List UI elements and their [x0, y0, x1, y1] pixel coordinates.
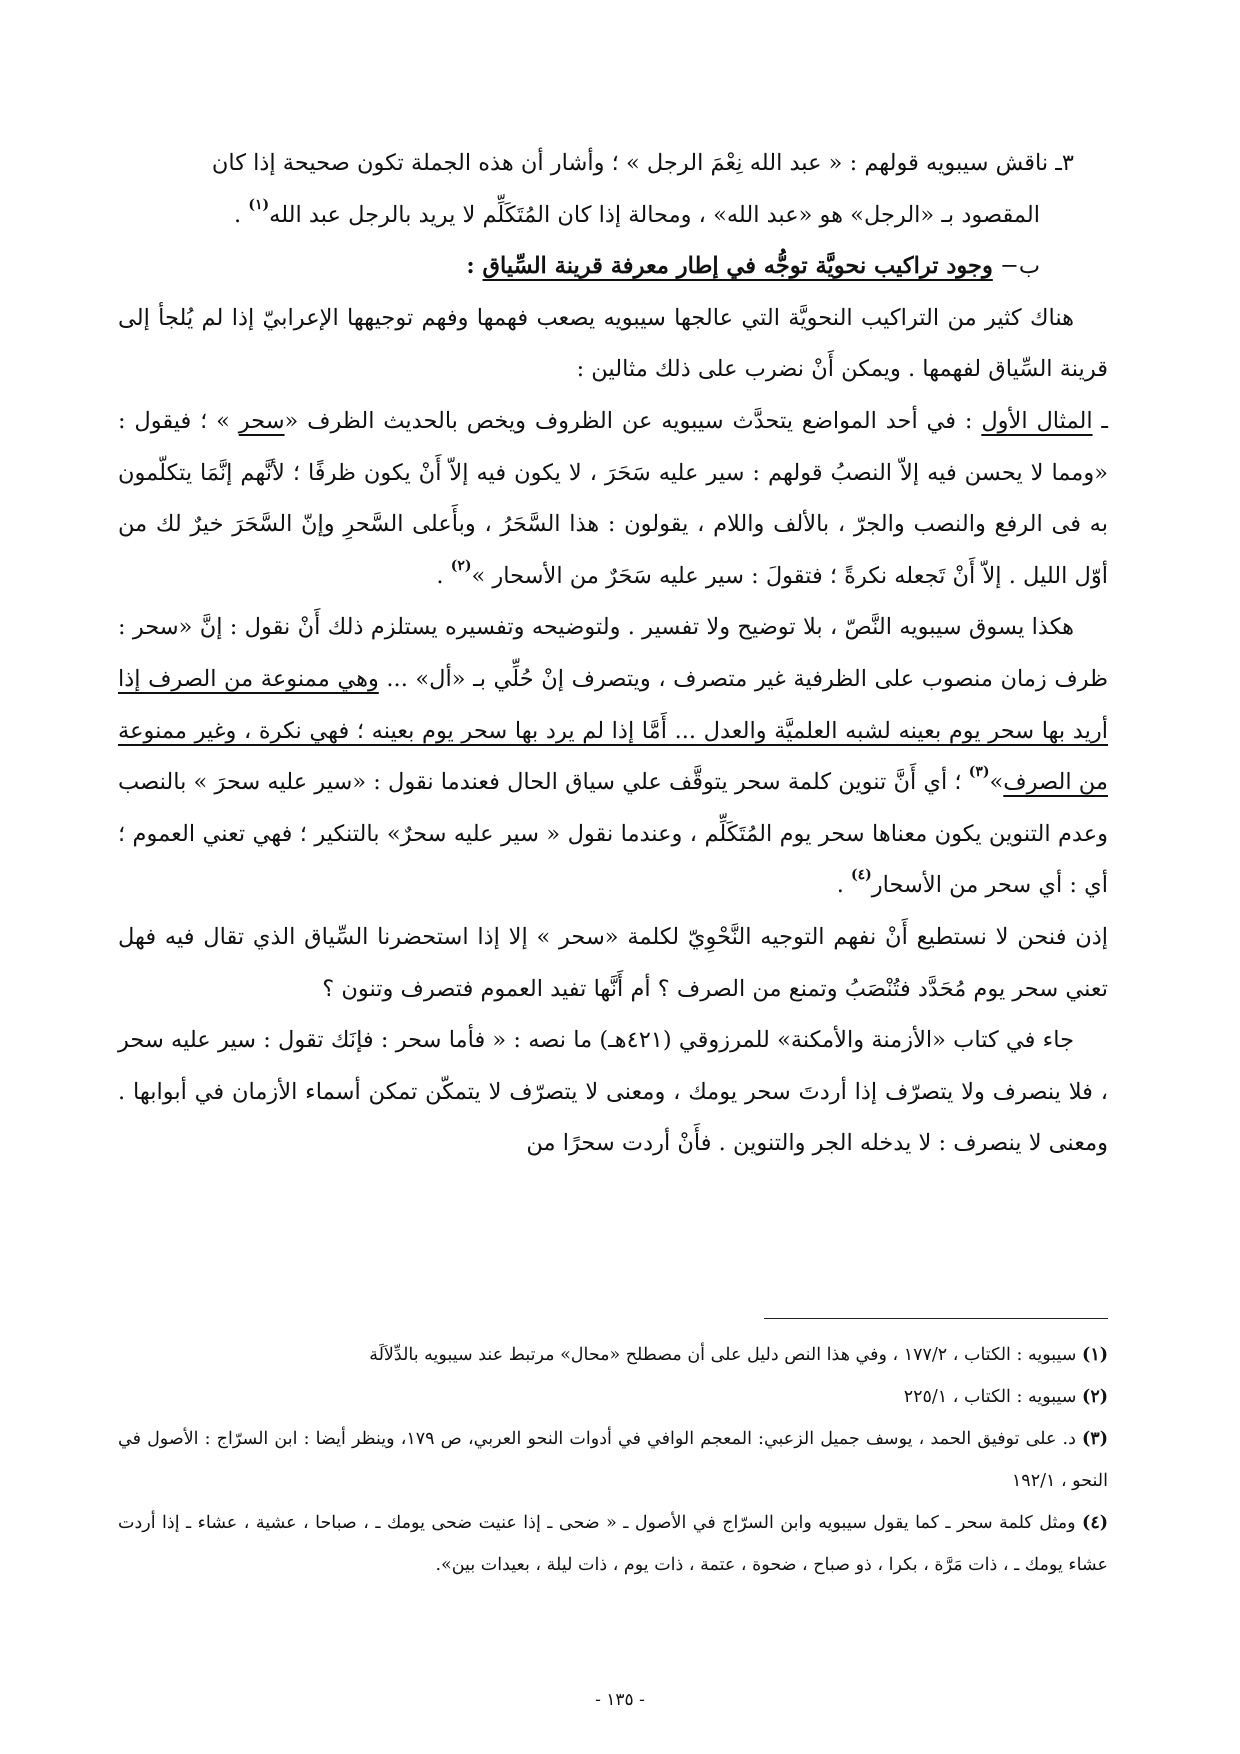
footnote-text: ومثل كلمة سحر ـ كما يقول سيبويه وابن السرّاج في الأصول ـ « ضحى ـ إذا عنيت ضحى يومك ـ ، صباحا ، عشية ، عشاء ـ إذا أردت عشاء يومك ـ ، ذات مَرَّة ، بكرا ، ذو صباح ، ضحوة ، عتمة ، ذات يوم ، ذات ليلة ، بعيدات بين». — [118, 1513, 1108, 1575]
explanation-end: . — [836, 872, 851, 899]
explanation-quote-underlined: وهي ممنوعة من الصرف إذا أريد بها سحر يوم بعينه لشبه العلميَّة والعدل ... أَمَّا إذا لم يرد بها سحر يوم بعينه ؛ فهي نكرة ، وغير ممنوعة من الصرف — [118, 665, 1108, 796]
page-number: - ١٣٥ - — [595, 1690, 645, 1710]
footnote-text: سيبويه : الكتاب ، ١٧٧/٢ ، وفي هذا النص دليل على أن مصطلح «محال» مرتبط عند سيبويه بالدِّلاَلَة — [369, 1345, 1083, 1365]
footnotes — [118, 1334, 1108, 1586]
example-dash: ـ — [1092, 407, 1109, 434]
footnote-divider — [764, 1318, 1108, 1319]
footnote-ref-4[interactable]: (٤) — [851, 867, 872, 884]
footnote-number: (٣) — [1082, 1429, 1108, 1449]
heading-prefix: ب− — [992, 253, 1040, 280]
conclusion-text: إذن فنحن لا نستطيع أَنْ نفهم التوجيه النَّحْوِيّ لكلمة «سحر » إلا إذا استحضرنا السِّياق الذي تقال فيه فهل تعني سحر يوم مُحَدَّد فتُنْصَبُ وتمنع من الصرف ؟ أم أَنَّها تفيد العموم فتصرف وتنون ؟ — [118, 923, 1108, 1002]
footnote-4 — [118, 1502, 1108, 1586]
footnote-ref-2[interactable]: (٢) — [450, 557, 472, 574]
point-3-cont-text: المقصود بـ «الرجل» هو «عبد الله» ، ومحالة إذا كان المُتَكَلِّم لا يريد بالرجل عبد الله — [269, 201, 1040, 228]
footnote-ref-3[interactable]: (٣) — [968, 764, 990, 781]
example-1-text-b: » ؛ فيقول : «ومما لا يحسن فيه إلاّ النصبُ قولهم : سير عليه سَحَرَ ، لا يكون فيه إلاّ أَنْ يكون ظرفًا ؛ لأنَّهم إنَّمَا يتكلّمون به فى الرفع والنصب والجرّ ، بالألف واللام ، يقولون : هذا السَّحَرُ ، وبأَعلى السَّحرِ وإنّ السَّحَرَ خيرٌ لك من أوّل الليل . إلاّ أَنْ تَجعله نكرةً ؛ فتقولَ : سير عليه سَحَرٌ من الأسحار » — [118, 407, 1108, 589]
main-text — [118, 138, 1108, 1170]
paragraph-explanation — [118, 602, 1108, 912]
example-1-text-a: : في أحد المواضع يتحدَّث سيبويه عن الظروف ويخص بالحديث الظرف « — [284, 407, 982, 434]
example-1-label: المثال الأول — [981, 407, 1093, 434]
intro-text: هناك كثير من التراكيب النحويَّة التي عالجها سيبويه يصعب فهمها وفهم توجيهها الإعرابيّ إذا لم يُلجأ إلى قرينة السِّياق لفهمها . ويمكن أَنْ نضرب على ذلك مثالين : — [118, 304, 1108, 383]
footnote-number: (١) — [1082, 1345, 1108, 1365]
point-3-text: ٣ـ ناقش سيبويه قولهم : « عبد الله نِعْمَ الرجل » ؛ وأشار أن هذه الجملة تكون صحيحة إذا كان — [211, 150, 1074, 176]
paragraph-marzouqi — [118, 1015, 1108, 1170]
explanation-text-c: ؛ أي أَنَّ تنوين كلمة سحر يتوقَّف علي سياق الحال فعندما نقول : «سير عليه سحرَ » بالنصب وعدم التنوين يكون معناها سحر يوم المُتَكَلِّم ، وعندما نقول « سير عليه سحرٌ» بالتنكير ؛ فهي تعني العموم ؛ أي : أي سحر من الأسحار — [118, 769, 1108, 899]
example-1-end: . — [436, 562, 451, 589]
marzouqi-text: جاء في كتاب «الأزمنة والأمكنة» للمرزوقي (٤٢١هـ) ما نصه : « فأما سحر : فإنَك تقول : سير عليه سحر ، فلا ينصرف ولا يتصرّف إذا أردتَ سحر يومك ، ومعنى لا يتصرّف لا يتمكّن تمكن أسماء الأزمان في أبوابها . ومعنى لا ينصرف : لا يدخله الجر والتنوين . فأَنْ أردت سحرًا من — [118, 1027, 1108, 1157]
heading-text: وجود تراكيب نحويَّة توجُّه في إطار معرفة قرينة السِّياق — [482, 253, 993, 280]
example-1-word: سحر — [238, 407, 285, 434]
paragraph-point-3 — [118, 138, 1108, 190]
footnote-ref-1[interactable]: (١) — [248, 196, 270, 213]
section-heading-b — [118, 241, 1108, 293]
footnote-2 — [118, 1376, 1108, 1418]
footnote-number: (٢) — [1082, 1387, 1108, 1407]
paragraph-conclusion — [118, 912, 1108, 1015]
explanation-text-a: هكذا يسوق سيبويه النَّصّ ، بلا توضيح ولا تفسير . ولتوضيحه وتفسيره يستلزم ذلك أَنْ نقول : إنَّ «سحر : ظرف زمان منصوب على الظرفية غير متصرف ، ويتصرف إنْ حُلِّي بـ «أل» ... — [118, 614, 1108, 692]
paragraph-example-1 — [118, 396, 1108, 602]
footnote-1 — [118, 1334, 1108, 1376]
footnote-number: (٤) — [1082, 1513, 1108, 1533]
footnote-text: د. على توفيق الحمد ، يوسف جميل الزعبي: المعجم الوافي في أدوات النحو العربي، ص ١٧٩، وينظر أيضا : ابن السرّاج : الأصول في النحو ، ١٩٢/١ — [118, 1429, 1108, 1491]
explanation-quote-close: » — [989, 769, 1004, 796]
point-3-end: . — [234, 201, 249, 228]
paragraph-point-3-cont — [118, 190, 1108, 242]
heading-colon: : — [466, 253, 483, 280]
paragraph-intro — [118, 293, 1108, 396]
footnote-text: سيبويه : الكتاب ، ٢٢٥/١ — [903, 1387, 1083, 1407]
footnote-3 — [118, 1418, 1108, 1502]
